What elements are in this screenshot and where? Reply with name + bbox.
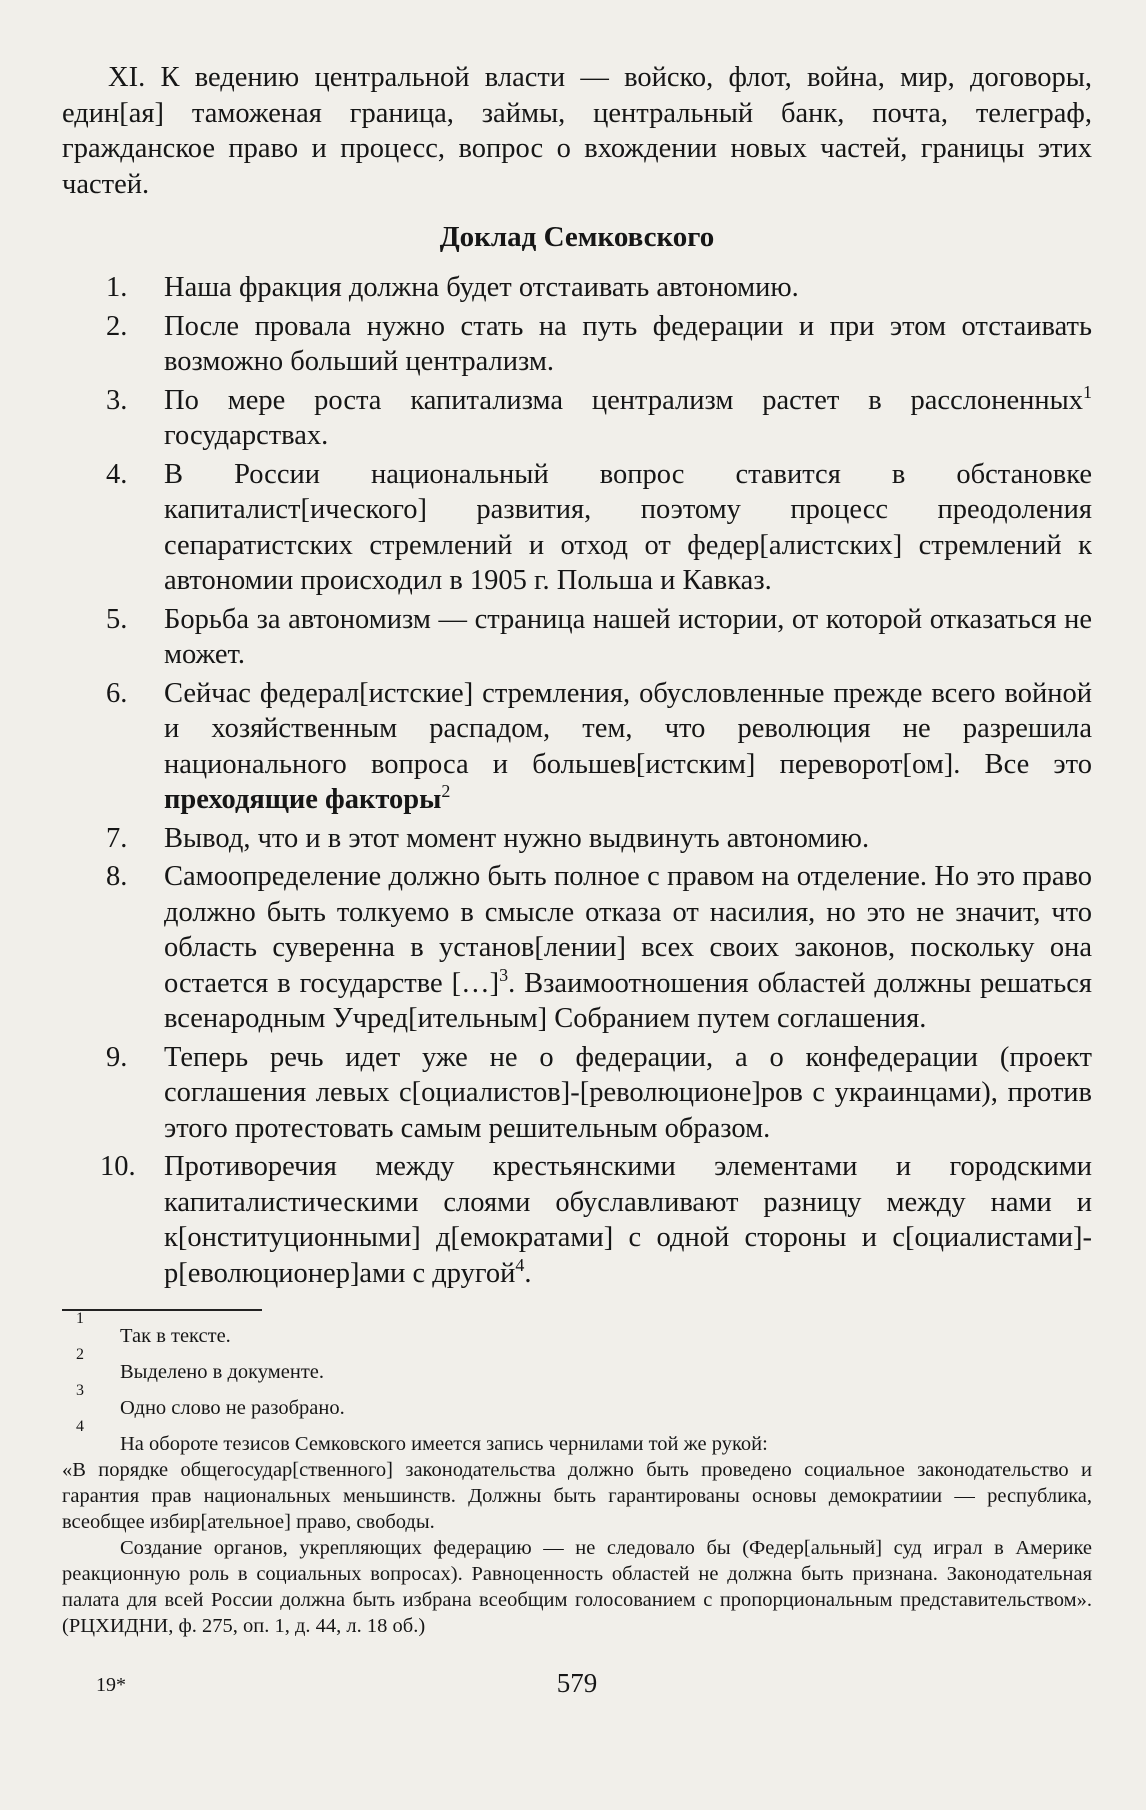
list-item [62,270,1092,306]
item-text-tail: государствах. [164,420,329,451]
item-number: 5. [106,603,128,635]
list-item [62,1040,1092,1147]
item-text: Сейчас федерал[истские] стремления, обусловленные прежде всего войной и хозяйственным распадом, тем, что революция не разрешила национального вопроса и большев[истским] переворот[ом]. Все это [164,677,1092,780]
footnote-text: На обороте тезисов Семковского имеется запись чернилами той же рукой: [120,1433,768,1455]
item-number: 6. [106,677,128,709]
item-text: Борьба за автономизм — страница нашей истории, от которой отказаться не может. [164,603,1092,670]
footnote-ref: 2 [441,781,451,801]
footnote-quote: «В порядке общегосудар[ственного] законодательства должно быть проведено социальное законодательство и гарантия прав национальных меньшинств. Должны быть гарантированы основы демократиии — республика, всеобщее избир[ательное] право, свободы. [62,1459,1092,1533]
intro-paragraph: XI. К ведению центральной власти — войско, флот, война, мир, договоры, един[ая] таможеная граница, займы, центральный банк, почта, телеграф, гражданское право и процесс, вопрос о вхождении новых частей, границы этих частей. [62,62,1092,200]
list-item [62,676,1092,818]
footnotes [62,1310,1092,1639]
signature-mark: 19* [96,1674,126,1696]
footnote-text: Так в тексте. [120,1325,231,1347]
item-text: После провала нужно стать на путь федерации и при этом отстаивать возможно больший централизм. [164,310,1092,377]
footnote-quote-paragraph: Создание органов, укрепляющих федерацию — не следовало бы (Федер[альный] суд играл в Америке реакционную роль в социальных вопросах). Равноценность областей не должна быть признана. Законодательная палата для всей России должна быть избрана всеобщим голосованием с пропорциональным представительством». (РЦХИДНИ, ф. 275, оп. 1, д. 44, л. 18 об.) [62,1537,1092,1637]
footnote: 4 На обороте тезисов Семковского имеется запись чернилами той же рукой: [76,1418,768,1455]
list-item [62,309,1092,380]
item-number: 9. [106,1041,128,1073]
section-heading: Доклад Семковского [439,221,715,253]
footnote: 1 Так в тексте. [76,1310,231,1347]
footnote: 3 Одно слово не разобрано. [76,1382,345,1419]
item-number: 8. [106,861,128,892]
item-number: 2. [106,310,128,342]
item-text: В России национальный вопрос ставится в обстановке капиталист[ического] развития, поэтому процесс преодоления сепаратистских стремлений и отход от федер[алистских] стремлений к автономии происходил в 1905 г. Польша и Кавказ. [164,458,1092,596]
list-item [62,821,1092,857]
item-text: Наша фракция должна будет отстаивать автономию. [164,272,799,303]
page-footer [62,1668,1092,1708]
main-text [62,60,1092,1291]
item-text-tail: . Взаимоотношения областей должны решаться всенародным Учред[ительным] Собранием путем соглашения. [164,967,1092,1034]
item-number: 10. [100,1151,136,1182]
list-item [62,602,1092,673]
emphasized-text: преходящие факторы [164,784,442,815]
item-text: По мере роста капитализма централизм растет в расслоненных [164,384,1083,416]
footnote-ref: 1 [1083,381,1092,402]
list-item [62,859,1092,1037]
item-text: Противоречия между крестьянскими элементами и городскими капиталистическими слоями обуславливают разницу между нами и к[онституционными] д[емократами] с одной стороны и с[оциалистами]-р[еволюционер]ами с другой [164,1151,1092,1289]
footnote: 2 Выделено в документе. [76,1346,325,1383]
document-page [62,60,1092,1639]
list-item [62,1149,1092,1291]
item-text: Теперь речь идет уже не о федерации, а о конфедерации (проект соглашения левых с[оциалистов]-[революционе]ров с украинцами), против этого протестовать самым решительным образом. [164,1041,1092,1144]
item-number: 4. [106,458,128,490]
item-text-tail: . [524,1257,532,1289]
footnote-ref: 3 [499,964,509,985]
item-number: 3. [106,384,128,416]
points-list [62,270,1092,1291]
footnote-ref: 4 [515,1254,525,1275]
footnote-text: Выделено в документе. [120,1361,325,1383]
list-item [62,457,1092,599]
footnote-divider [62,1309,262,1311]
item-number: 1. [106,272,128,303]
page-number: 579 [556,1668,598,1698]
list-item [62,383,1092,454]
item-text: Вывод, что и в этот момент нужно выдвинуть автономию. [164,822,870,854]
item-number: 7. [106,822,128,854]
item-text: Самоопределение должно быть полное с правом на отделение. Но это право должно быть толкуемо в смысле отказа от насилия, но это не значит, что область суверенна в установ[лении] всех своих законов, поскольку она остается в государстве […] [164,861,1092,999]
footnote-text: Одно слово не разобрано. [120,1397,345,1419]
